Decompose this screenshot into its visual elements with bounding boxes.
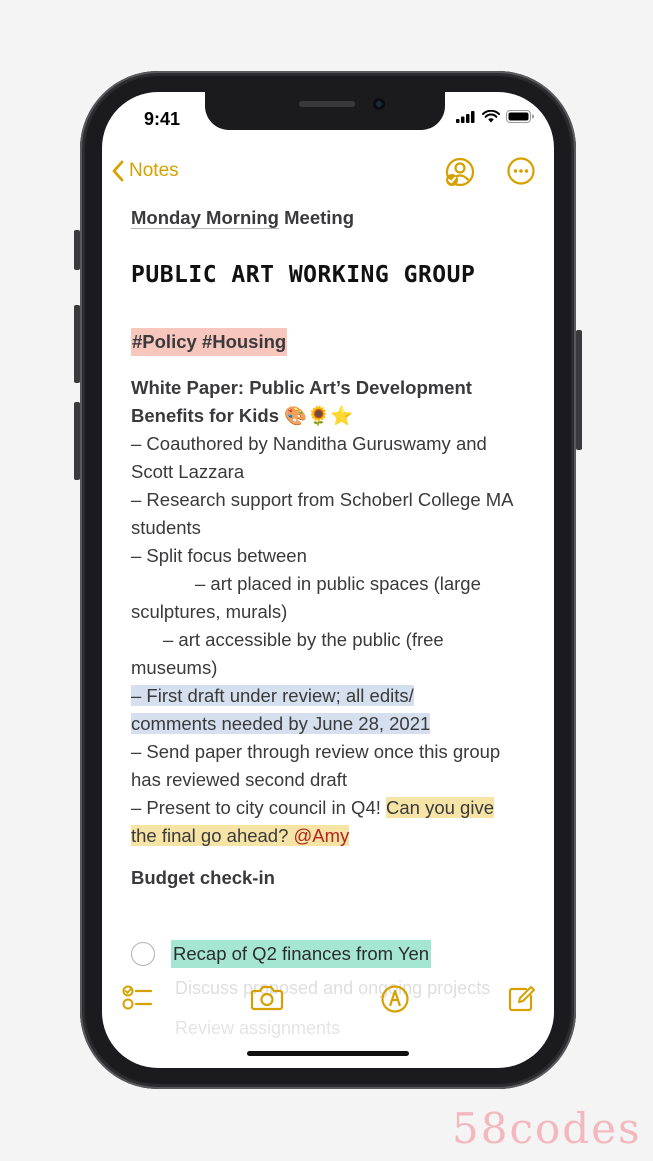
line-split: – Split focus between <box>131 545 307 566</box>
faded-checklist-item-2: Review assignments <box>175 1018 341 1038</box>
side-button <box>576 330 582 450</box>
meeting-title-rest: Meeting <box>278 207 355 228</box>
phone-frame <box>80 71 576 1089</box>
camera-button[interactable] <box>250 984 284 1017</box>
checklist-button[interactable] <box>122 984 154 1017</box>
budget-heading: Budget check-in <box>131 867 275 888</box>
back-label: Notes <box>129 160 179 181</box>
line-art-accessible <box>131 626 531 682</box>
line-send-paper: – Send paper through review once this group has reviewed second draft <box>131 741 501 790</box>
checklist-icon <box>122 984 154 1012</box>
cellular-signal-icon <box>456 111 476 123</box>
mention-amy[interactable]: @Amy <box>293 825 350 846</box>
paper-title-line-2 <box>131 402 531 430</box>
paper-title-line-2-text: Benefits for Kids <box>131 405 280 426</box>
status-icons <box>456 110 534 123</box>
hashtags[interactable]: #Policy #Housing <box>131 328 287 356</box>
bottom-toolbar <box>102 984 554 1024</box>
notch <box>205 92 445 130</box>
present-text: – Present to city council in Q4! <box>131 797 387 818</box>
line-art-placed <box>131 570 531 626</box>
first-draft-highlight-1: – First draft under review; all edits/ <box>131 685 414 706</box>
earpiece-speaker <box>299 101 355 107</box>
go-ahead-text: the final go ahead? <box>131 825 294 846</box>
line-art-placed-text: – art placed in public spaces (large sculptures, murals) <box>131 573 481 622</box>
checklist-checkbox[interactable] <box>131 942 155 966</box>
faded-checklist-item: Discuss proposed and ongoing projects <box>175 978 491 998</box>
wifi-icon <box>482 110 500 123</box>
chevron-left-icon <box>111 160 125 182</box>
handwritten-title: PUBLIC ART WORKING GROUP <box>131 262 476 288</box>
home-indicator[interactable] <box>247 1051 409 1056</box>
checklist-item <box>131 940 431 968</box>
meeting-title-linked[interactable]: Monday Morning <box>131 207 279 228</box>
go-ahead-highlight-1: Can you give <box>386 797 494 818</box>
back-button[interactable] <box>111 160 179 182</box>
meeting-title <box>131 204 531 232</box>
front-camera <box>373 98 385 110</box>
screen <box>102 92 554 1068</box>
compose-button[interactable] <box>506 984 536 1019</box>
watermark-logo: 58codes <box>452 1104 642 1153</box>
compose-icon <box>506 984 536 1014</box>
battery-icon <box>506 110 534 123</box>
line-research: – Research support from Schoberl College MA students <box>131 489 513 538</box>
camera-icon <box>250 984 284 1012</box>
markup-button[interactable] <box>380 984 410 1019</box>
status-time: 9:41 <box>144 109 181 129</box>
paper-section <box>131 374 531 850</box>
ellipsis-circle-icon <box>506 156 536 186</box>
pen-tip-circle-icon <box>380 984 410 1014</box>
first-draft-highlight-2: comments needed by June 28, 2021 <box>131 713 431 734</box>
line-coauthored: – Coauthored by Nanditha Guruswamy and Scott Lazzara <box>131 433 487 482</box>
line-first-draft <box>131 682 531 738</box>
more-options-button[interactable] <box>506 156 536 191</box>
line-art-accessible-text: – art accessible by the public (free museums) <box>131 629 444 678</box>
person-checkmark-icon <box>444 156 476 188</box>
go-ahead-highlight-2 <box>131 825 349 846</box>
checklist-item-text[interactable]: Recap of Q2 finances from Yen <box>171 940 431 968</box>
emoji-palette-sunflower-star: 🎨🌻⭐ <box>284 405 354 426</box>
note-body[interactable] <box>131 204 531 892</box>
line-present <box>131 794 531 850</box>
share-collaborate-button[interactable] <box>444 156 476 193</box>
paper-title-line-1: White Paper: Public Art’s Development <box>131 377 472 398</box>
